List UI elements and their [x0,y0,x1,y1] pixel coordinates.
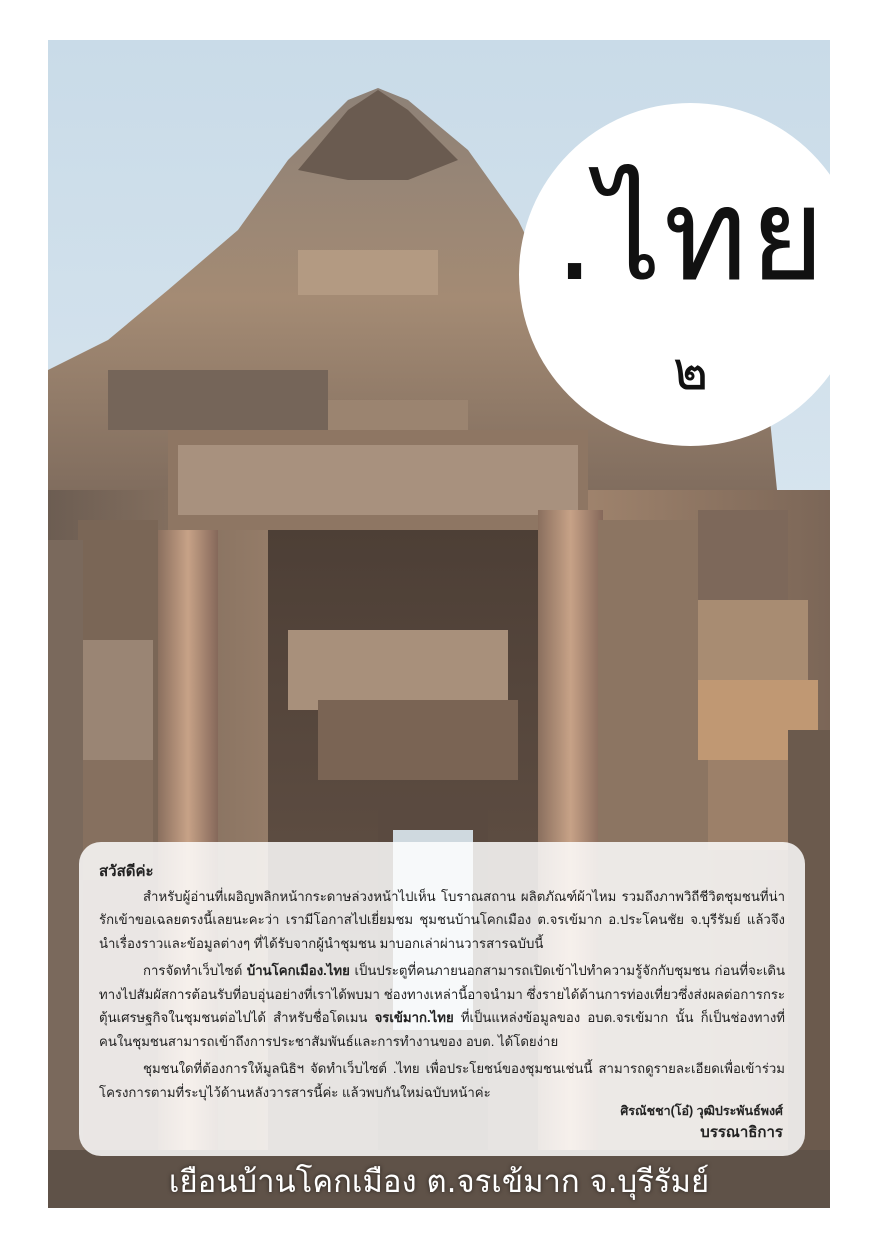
letter-paragraph-1: สำหรับผู้อ่านที่เผอิญพลิกหน้ากระดาษล่วงหน้าไปเห็น โบราณสถาน ผลิตภัณฑ์ผ้าไหม รวมถึงภาพวิถีชีวิตชุมชนที่น่ารักเข้าขอเฉลยตรงนี้เลยนะคะว่า เรามีโอกาสไปเยี่ยมชม ชุมชนบ้านโคกเมือง ต.จรเข้มาก อ.ประโคนชัย จ.บุรีรัมย์ แล้วจึงนำเรื่องราวและข้อมูลต่างๆ ที่ได้รับจากผู้นำชุมชน มาบอกเล่าผ่านวารสารฉบับนี้ [99,888,785,951]
signature-name: ศิรณัชชา(โอ๋) วุฒิประพันธ์พงศ์ [620,1104,783,1118]
letter-paragraph-2 [99,959,785,1053]
domain-bankhokmueang: บ้านโคกเมือง.ไทย [246,963,350,978]
letter-paragraph-3: ชุมชนใดที่ต้องการให้มูลนิธิฯ จัดทำเว็บไซต์ .ไทย เพื่อประโยชน์ของชุมชนเช่นนี้ สามารถดูรายละเอียดเพื่อเข้าร่วมโครงการตามที่ระบุไว้ด้านหลังวารสารนี้ค่ะ แล้วพบกันใหม่ฉบับหน้าค่ะ [99,1061,785,1100]
cover-caption: เยือนบ้านโคกเมือง ต.จรเข้มาก จ.บุรีรัมย์ [168,1164,710,1200]
issue-number: ๒ [672,339,709,402]
paragraph-2-text-b: เป็นประตูที่คนภายนอกสามารถเปิดเข้าไปทำความรู้จักกับชุมชน ก่อนที่จะเดินทางไปสัมผัสการต้อนรับที่อบอุ่นอย่างที่เราได้พบมา ช่องทางเหล่านี้อาจนำมา ซึ่งรายได้ด้านการท่องเที่ยวซึ่งส่งผลต่อการกระตุ้นเศรษฐกิจในชุมชนต่อไปได้ สำหรับชื่อโดเมน [99,963,785,1025]
signature-block [620,1100,783,1144]
magazine-title: .ไทย [554,161,827,310]
domain-charakhemak: จรเข้มาก.ไทย [374,1010,454,1025]
paragraph-2-text-a: การจัดทำเว็บไซต์ [143,963,247,978]
editor-letter-panel [79,842,805,1156]
letter-greeting: สวัสดีค่ะ [99,863,154,880]
paragraph-2-text-c: ที่เป็นแหล่งข้อมูลของ อบต.จรเข้มาก นั้น ก็เป็นช่องทางที่คนในชุมชนสามารถเข้าถึงการประชาสัมพันธ์และการทำงานของ อบต. ได้โดยง่าย [99,1010,786,1049]
signature-role: บรรณาธิการ [700,1124,783,1141]
